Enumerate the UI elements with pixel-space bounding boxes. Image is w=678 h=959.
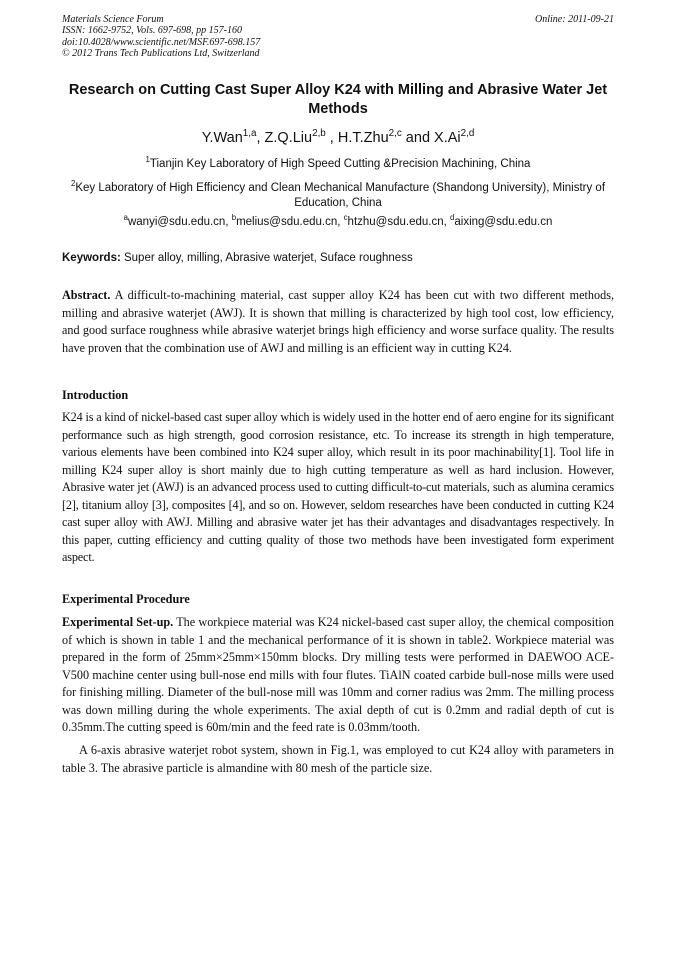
- author-list: [62, 129, 614, 147]
- keywords-label: Keywords:: [62, 252, 121, 264]
- abstract-text: A difficult-to-machining material, cast supper alloy K24 has been cut with two different methods, milling and abrasive waterjet (AWJ). It is shown that milling is characterized by high tool cost, low efficiency, and good surface roughness while abrasive waterjet brings high efficiency and worse surface quality. The results have proven that the combination use of AWJ and milling is an efficient way in cutting K24.: [62, 288, 614, 355]
- author-name: Z.Q.Liu: [264, 130, 313, 146]
- abstract-label: Abstract.: [62, 288, 111, 302]
- author-separator: and: [401, 130, 435, 146]
- author-name: H.T.Zhu: [337, 130, 389, 146]
- author-affiliation-marker: 2,c: [388, 128, 402, 140]
- email-address: htzhu@sdu.edu.cn: [347, 216, 444, 228]
- journal-header: [62, 14, 614, 60]
- email-list: [62, 215, 614, 230]
- author-name: Y.Wan: [201, 130, 243, 146]
- online-date: Online: 2011-09-21: [535, 14, 614, 25]
- affiliation-marker: 1: [145, 155, 150, 165]
- affiliation-text: Tianjin Key Laboratory of High Speed Cutting &Precision Machining, China: [149, 158, 531, 170]
- introduction-text: K24 is a kind of nickel-based cast super alloy which is widely used in the hotter end of aero engine for its significant performance such as high strength, good corrosion resistance, etc. To increase its strength in high temperature, various elements have been combined into K24 super alloy, which result in its poor machinability[1]. Tool life in milling K24 super alloy is short mainly due to high cutting temperature as well as hard inclusion. However, Abrasive water jet (AWJ) is an advanced process used to cutting difficult-to-cut materials, such as alumina ceramics [2], titanium alloy [3], composites [4], and so on. However, seldom researches have been conducted in cutting K24 cast super alloy with AWJ. Milling and abrasive water jet has their advantages and disadvantages respectively. In this paper, cutting efficiency and cutting quality of those two methods have been investigated form experiment aspect.: [62, 410, 614, 564]
- author-affiliation-marker: 2,b: [312, 128, 326, 140]
- doi-line: doi:10.4028/www.scientific.net/MSF.697-698.157: [62, 36, 261, 48]
- experimental-setup-text: The workpiece material was K24 nickel-based cast super alloy, the chemical composition of which is shown in table 1 and the mechanical performance of it is shown in table2. Workpiece material was prepared in the form of 25mm×25mm×150mm blocks. Dry milling tests were performed in DAEWOO ACE-V500 machine center using bull-nose end mills with four flutes. TiAlN coated carbide bull-nose mills were used for finishing milling. Diameter of the bull-nose mill was 10mm and corner radius was 2mm. The milling process was down milling during the whole experiments. The axial depth of cut is 0.2mm and radial depth of cut is 0.35mm.The cutting speed is 60m/min and the feed rate is 0.03mm/tooth.: [62, 615, 614, 734]
- author-affiliation-marker: 1,a: [242, 128, 257, 140]
- email-marker: a: [123, 213, 128, 223]
- author-separator: ,: [256, 130, 265, 146]
- email-address: aixing@sdu.edu.cn: [454, 216, 553, 228]
- author-affiliation-marker: 2,d: [460, 128, 475, 140]
- email-marker: d: [450, 213, 455, 223]
- email-separator: ,: [443, 216, 451, 228]
- affiliation-text: Key Laboratory of High Efficiency and Clean Mechanical Manufacture (Shandong University), Ministry of Education, China: [75, 182, 606, 209]
- experimental-heading: Experimental Procedure: [62, 592, 190, 606]
- email-separator: ,: [225, 216, 232, 228]
- email-marker: c: [343, 213, 348, 223]
- email-marker: b: [231, 213, 237, 223]
- keywords: [62, 251, 614, 266]
- copyright-line: © 2012 Trans Tech Publications Ltd, Switzerland: [62, 48, 260, 60]
- experimental-paragraph-2: A 6-axis abrasive waterjet robot system, shown in Fig.1, was employed to cut K24 alloy with parameters in table 3. The abrasive particle is almandine with 80 mesh of the particle size.: [62, 743, 614, 775]
- affiliation-1: [62, 157, 614, 172]
- issn-line: ISSN: 1662-9752, Vols. 697-698, pp 157-160: [62, 25, 242, 37]
- email-separator: ,: [337, 216, 344, 228]
- affiliation-marker: 2: [70, 179, 76, 189]
- keywords-text: Super alloy, milling, Abrasive waterjet, Suface roughness: [120, 252, 413, 264]
- journal-name: Materials Science Forum: [62, 14, 164, 25]
- affiliation-2: [62, 181, 614, 211]
- email-address: wanyi@sdu.edu.cn: [127, 216, 226, 228]
- experimental-setup-label: Experimental Set-up.: [62, 615, 174, 629]
- email-address: melius@sdu.edu.cn: [236, 216, 338, 228]
- author-separator: ,: [325, 130, 338, 146]
- experimental-setup-paragraph: [62, 614, 614, 737]
- author-name: X.Ai: [434, 130, 461, 146]
- introduction-heading: Introduction: [62, 388, 129, 402]
- abstract: [62, 287, 614, 357]
- paper-title: Research on Cutting Cast Super Alloy K24 with Milling and Abrasive Water Jet Methods: [68, 82, 608, 117]
